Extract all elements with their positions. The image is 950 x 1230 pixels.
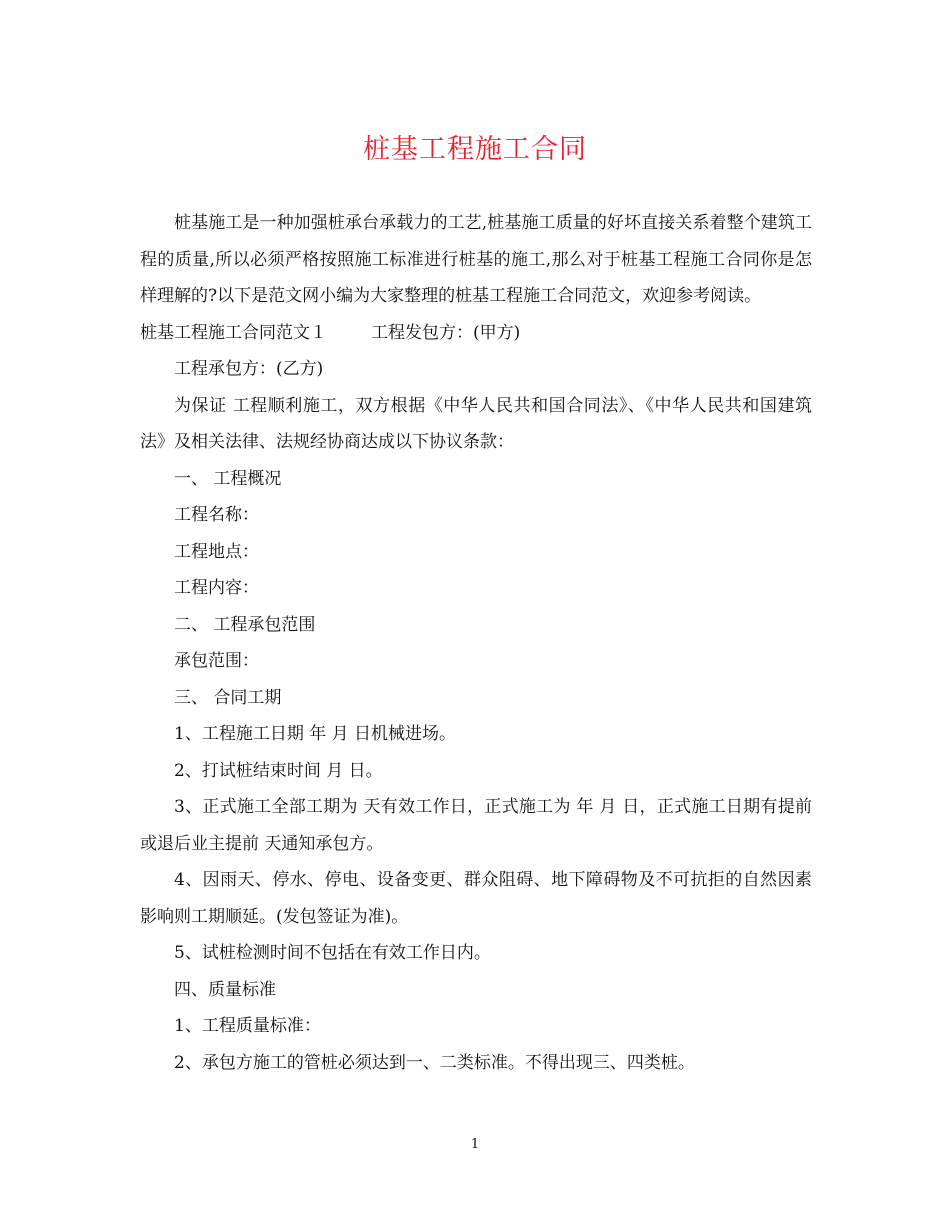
section-2-title: 二、 工程承包范围 [174, 614, 316, 635]
schedule-item-5: 5、试桩检测时间不包括在有效工作日内。 [174, 943, 491, 963]
document-body [140, 205, 812, 1081]
section-3-title: 三、 合同工期 [174, 687, 282, 708]
project-name-line: 工程名称： [174, 505, 259, 525]
section-4-title: 四、质量标准 [174, 979, 276, 1000]
party-b-line: 工程承包方：(乙方) [174, 359, 324, 379]
project-content-line: 工程内容： [174, 578, 259, 598]
party-a-line: 工程发包方：(甲方) [371, 322, 521, 343]
project-location-line: 工程地点： [174, 541, 259, 562]
preamble-paragraph: 为保证 工程顺利施工，双方根据《中华人民共和国合同法》、《中华人民共和国建筑法》及相关法律、法规经协商达成以下协议条款： [140, 395, 812, 452]
intro-paragraph: 桩基施工是一种加强桩承台承载力的工艺,桩基施工质量的好坏直接关系着整个建筑工程的质量,所以必须严格按照施工标准进行桩基的施工,那么对于桩基工程施工合同你是怎样理解的?以下是范文网小编为大家整理的桩基工程施工合同范文，欢迎参考阅读。 [140, 213, 812, 306]
schedule-item-3: 3、正式施工全部工期为 天有效工作日，正式施工为 年 月 日，正式施工日期有提前或退后业主提前 天通知承包方。 [140, 797, 812, 854]
schedule-item-2: 2、打试桩结束时间 月 日。 [174, 760, 383, 781]
sample-heading: 桩基工程施工合同范文１ [140, 322, 327, 343]
quality-item-2: 2、承包方施工的管桩必须达到一、二类标准。不得出现三、四类桩。 [174, 1052, 695, 1073]
section-1-title: 一、 工程概况 [174, 468, 282, 489]
sample-heading-line [140, 315, 812, 352]
page-number: 1 [470, 1137, 480, 1152]
schedule-item-1: 1、工程施工日期 年 月 日机械进场。 [174, 724, 457, 744]
document-title: 桩基工程施工合同 [363, 134, 587, 165]
contract-scope-line: 承包范围： [174, 651, 259, 671]
schedule-item-4: 4、因雨天、停水、停电、设备变更、群众阻碍、地下障碍物及不可抗拒的自然因素影响则工期顺延。(发包签证为准)。 [140, 870, 812, 927]
quality-item-1: 1、工程质量标准： [174, 1016, 321, 1036]
